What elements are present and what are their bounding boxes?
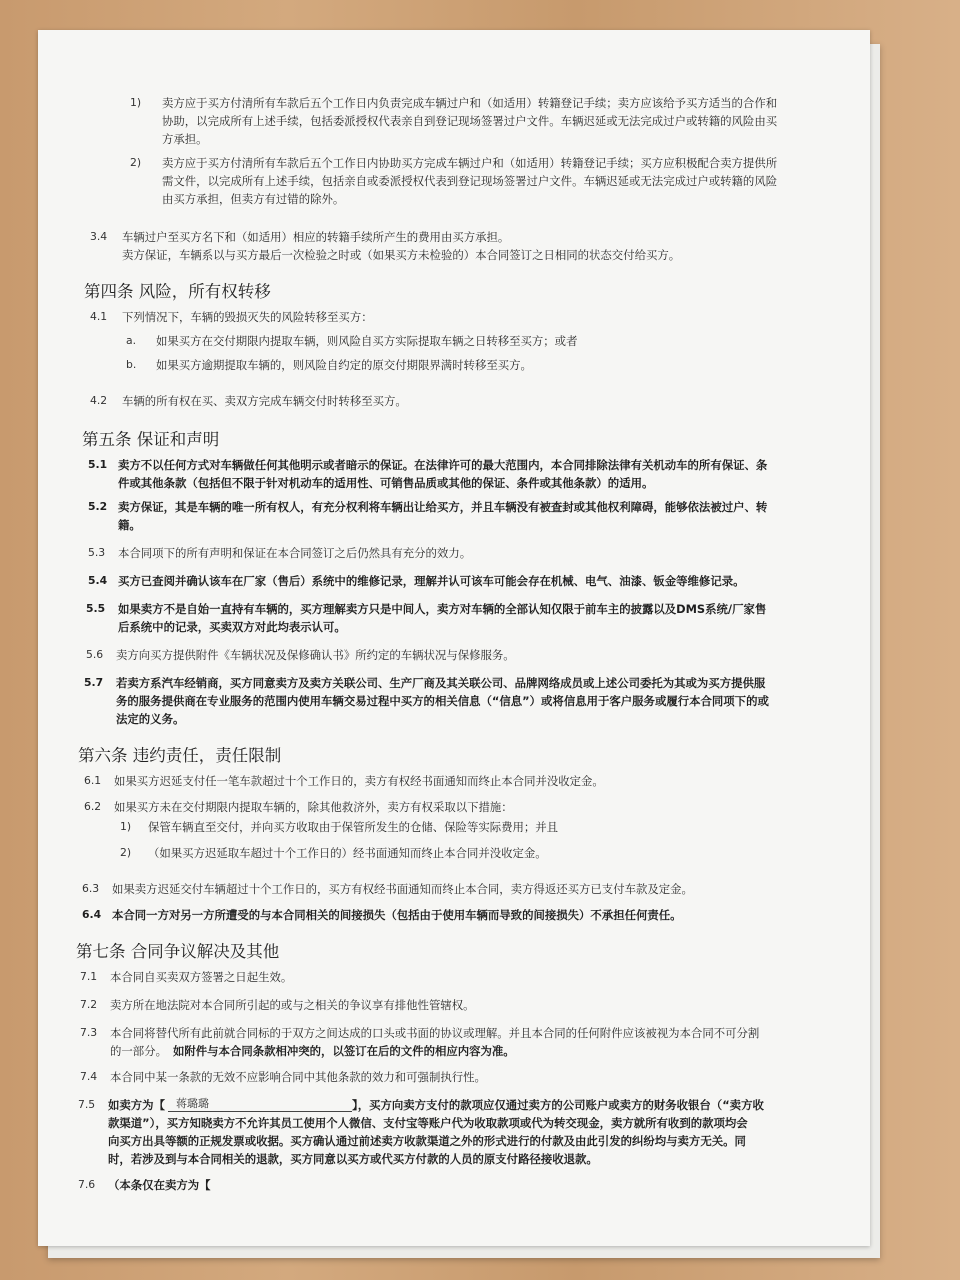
clause-text-part: 的一部分。	[110, 1044, 167, 1058]
clause-number: 4.1	[90, 310, 108, 323]
clause-text: 时，若涉及到与本合同相关的退款，买方同意以买方或代买方付款的人员的原支付路径接收退款。	[108, 1152, 598, 1166]
clause-text: 】，买方向卖方支付的款项应仅通过卖方的公司账户或卖方的财务收银台（“卖方收	[352, 1098, 764, 1112]
clause-number: 5.7	[84, 676, 104, 689]
clause-number: 5.5	[86, 602, 106, 615]
clause-number: 6.3	[82, 882, 100, 895]
clause-text: 买方已查阅并确认该车在厂家（售后）系统中的维修记录，理解并认可该车可能会存在机械、电气、油漆、钣金等维修记录。	[118, 574, 745, 588]
clause-text: 卖方保证，车辆系以与买方最后一次检验之时或（如果买方未检验的）本合同签订之日相同的状态交付给买方。	[122, 248, 681, 262]
clause-number: 6.4	[82, 908, 102, 921]
clause-text: 卖方应于买方付清所有车款后五个工作日内协助买方完成车辆过户和（如适用）转籍登记手续；买方应积极配合卖方提供所	[162, 156, 778, 170]
clause-text: 如果买方未在交付期限内提取车辆的，除其他救济外，卖方有权采取以下措施：	[114, 800, 513, 814]
clause-text: 如果卖方迟延交付车辆超过十个工作日的，买方有权经书面通知而终止本合同，卖方得返还买方已支付车款及定金。	[112, 882, 693, 896]
clause-text: 若卖方系汽车经销商，买方同意卖方及卖方关联公司、生产厂商及其关联公司、品牌网络成员或上述公司委托为其或为买方提供服	[116, 676, 766, 690]
clause-number: 5.3	[88, 546, 106, 559]
clause-text: 法定的义务。	[116, 712, 185, 726]
clause-text: 本合同自买卖双方签署之日起生效。	[110, 970, 293, 984]
article-heading: 第四条 风险，所有权转移	[84, 282, 271, 301]
clause-text: 件或其他条款（包括但不限于针对机动车的适用性、可销售品质或其他的保证、条件或其他条款）的适用。	[118, 476, 654, 490]
clause-text: 向买方出具等额的正规发票或收据。买方确认通过前述卖方收款渠道之外的形式进行的付款及由此引发的纠纷均与卖方无关。同	[108, 1134, 746, 1148]
clause-number: 5.4	[88, 574, 108, 587]
item-number: b.	[126, 358, 137, 371]
clause-text: 如果买方在交付期限内提取车辆，则风险自买方实际提取车辆之日转移至买方；或者	[156, 334, 578, 348]
clause-text: 协助，以完成所有上述手续，包括委派授权代表亲自到登记现场签署过户文件。车辆迟延或无法完成过户或转籍的风险由买	[162, 114, 778, 128]
clause-number: 3.4	[90, 230, 108, 243]
clause-text: 如果卖方不是自始一直持有车辆的，买方理解卖方只是中间人，卖方对车辆的全部认知仅限于前车主的披露以及DMS系统/厂家售	[118, 602, 767, 616]
clause-text-part: 如附件与本合同条款相冲突的，以签订在后的文件的相应内容为准。	[172, 1044, 515, 1058]
clause-text: （本条仅在卖方为【	[108, 1178, 211, 1192]
clause-number: 5.1	[88, 458, 108, 471]
article-heading: 第六条 违约责任，责任限制	[78, 746, 282, 765]
clause-text: 务的服务提供商在专业服务的范围内使用车辆交易过程中买方的相关信息（“信息”）或将信息用于客户服务或履行本合同项下的或	[116, 694, 769, 708]
clause-number: 5.6	[86, 648, 104, 661]
clause-text	[110, 1044, 515, 1059]
clause-text: 需文件，以完成所有上述手续，包括亲自或委派授权代表到登记现场签署过户文件。车辆迟延或无法完成过户或转籍的风险	[162, 174, 778, 188]
article-heading: 第五条 保证和声明	[82, 430, 220, 449]
clause-text: 本合同将替代所有此前就合同标的于双方之间达成的口头或书面的协议或理解。并且本合同的任何附件应该被视为本合同不可分割	[110, 1026, 760, 1040]
clause-text: 卖方所在地法院对本合同所引起的或与之相关的争议享有排他性管辖权。	[110, 998, 475, 1012]
item-number: 2)	[120, 846, 132, 859]
clause-text: 本合同中某一条款的无效不应影响合同中其他条款的效力和可强制执行性。	[110, 1070, 486, 1084]
clause-number: 4.2	[90, 394, 108, 407]
item-number: 2)	[130, 156, 142, 169]
clause-text: 款渠道”），买方知晓卖方不允许其员工使用个人微信、支付宝等账户代为收取款项或代为转交现金，卖方就所有收到的款项均会	[108, 1116, 748, 1130]
clause-text: （如果买方迟延取车超过十个工作日的）经书面通知而终止本合同并没收定金。	[148, 846, 547, 860]
clause-number: 7.2	[80, 998, 98, 1011]
article-heading: 第七条 合同争议解决及其他	[76, 942, 280, 961]
clause-number: 7.5	[78, 1098, 96, 1111]
clause-text: 本合同一方对另一方所遭受的与本合同相关的间接损失（包括由于使用车辆而导致的间接损失）不承担任何责任。	[112, 908, 682, 922]
clause-number: 7.1	[80, 970, 98, 983]
clause-text: 籍。	[118, 518, 141, 532]
clause-text: 由买方承担，但卖方有过错的除外。	[162, 192, 345, 206]
clause-text: 卖方保证，其是车辆的唯一所有权人，有充分权利将车辆出让给买方，并且车辆没有被查封或其他权利障碍，能够依法被过户、转	[118, 500, 768, 514]
item-number: a.	[126, 334, 137, 347]
clause-text: 下列情况下，车辆的毁损灭失的风险转移至买方：	[122, 310, 373, 324]
clause-text: 卖方应于买方付清所有车款后五个工作日内负责完成车辆过户和（如适用）转籍登记手续；卖方应该给予买方适当的合作和	[162, 96, 778, 110]
clause-text: 保管车辆直至交付，并向买方收取由于保管所发生的仓储、保险等实际费用；并且	[148, 820, 559, 834]
contract-page	[38, 30, 870, 1246]
clause-text: 本合同项下的所有声明和保证在本合同签订之后仍然具有充分的效力。	[118, 546, 472, 560]
clause-number: 7.6	[78, 1178, 96, 1191]
clause-text: 卖方向买方提供附件《车辆状况及保修确认书》所约定的车辆状况与保修服务。	[116, 648, 515, 662]
item-number: 1)	[130, 96, 142, 109]
clause-text: 车辆的所有权在买、卖双方完成车辆交付时转移至买方。	[122, 394, 407, 408]
clause-text: 方承担。	[162, 132, 208, 146]
clause-number: 7.3	[80, 1026, 98, 1039]
item-number: 1)	[120, 820, 132, 833]
clause-text: 车辆过户至买方名下和（如适用）相应的转籍手续所产生的费用由买方承担。	[122, 230, 510, 244]
clause-text: 后系统中的记录，买卖双方对此均表示认可。	[118, 620, 346, 634]
clause-number: 6.2	[84, 800, 102, 813]
clause-text: 卖方不以任何方式对车辆做任何其他明示或者暗示的保证。在法律许可的最大范围内，本合同排除法律有关机动车的所有保证、条	[118, 458, 768, 472]
clause-number: 7.4	[80, 1070, 98, 1083]
clause-text: 如卖方为【	[108, 1098, 165, 1112]
seller-name-field[interactable]: 蒋璐璐	[168, 1096, 352, 1112]
clause-number: 6.1	[84, 774, 102, 787]
clause-number: 5.2	[88, 500, 108, 513]
clause-text: 如果买方逾期提取车辆的，则风险自约定的原交付期限界满时转移至买方。	[156, 358, 532, 372]
clause-text: 如果买方迟延支付任一笔车款超过十个工作日的，卖方有权经书面通知而终止本合同并没收定金。	[114, 774, 604, 788]
